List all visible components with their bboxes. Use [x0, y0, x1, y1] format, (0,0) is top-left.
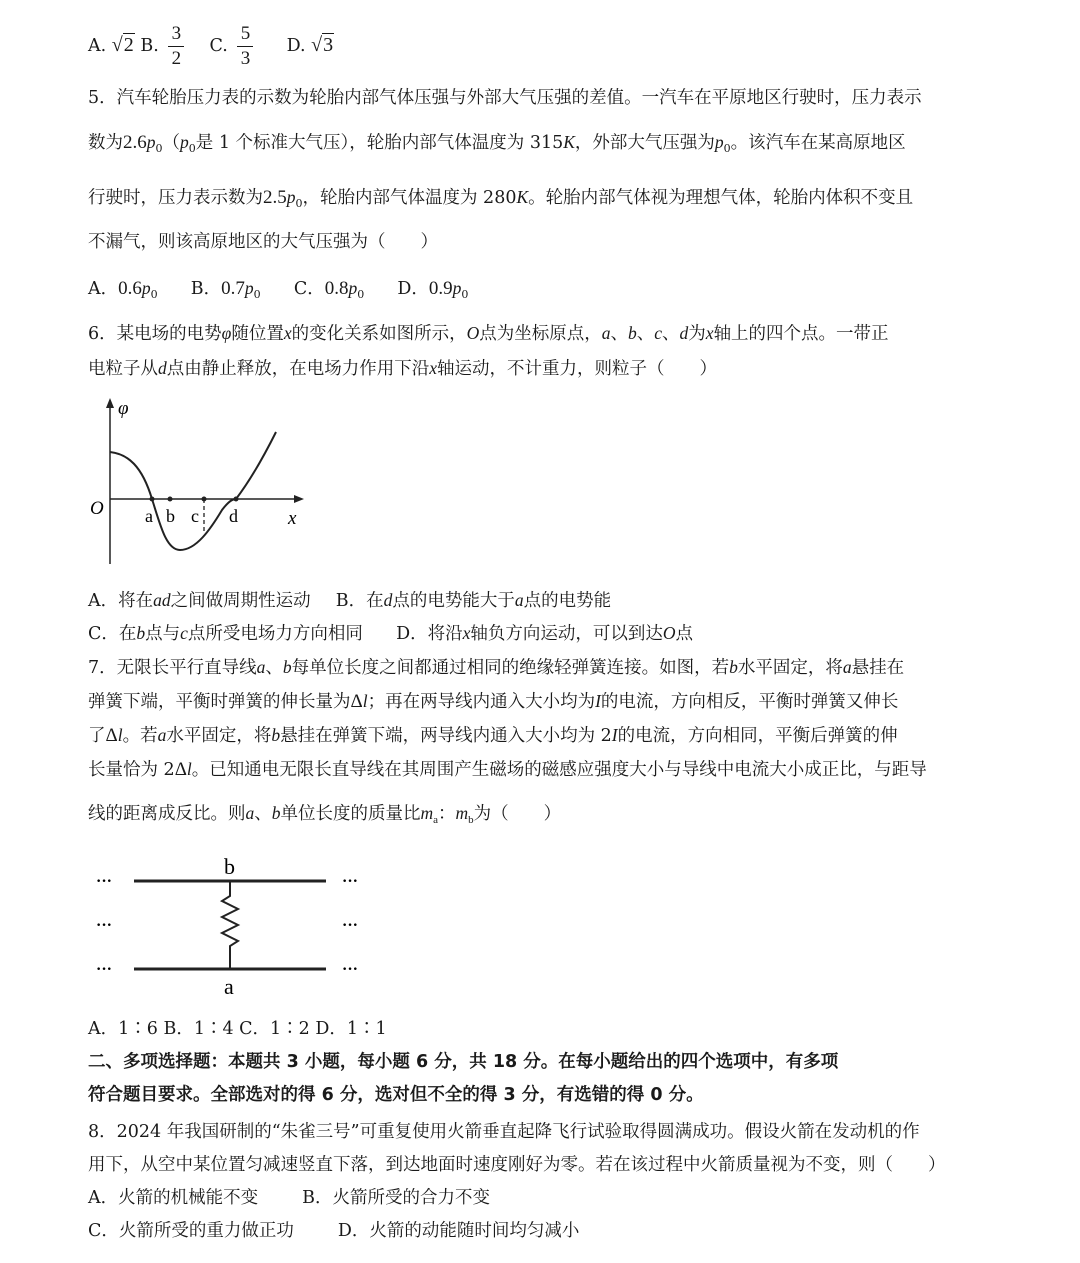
q7-label-b: b: [224, 854, 235, 879]
q6-point-a: [150, 497, 155, 502]
q4-option-d-label: D.: [286, 36, 306, 56]
q7-dots-left-mid: ···: [96, 917, 113, 934]
section-2-heading-line-2: 符合题目要求。全部选对的得 6 分，选对但不全的得 3 分，有选错的得 0 分。: [88, 1085, 704, 1105]
q5-line-2: 数为$2.6p_0(p_0$是 1 个标准大气压），轮胎内部气体温度为 315K，外部大气压强为$p_0$。该汽车在某高原地区: [88, 132, 906, 155]
q8-option-d: D．火箭的动能随时间均匀减小: [337, 1221, 580, 1241]
q7-spring: [222, 881, 238, 969]
q8-option-c: C．火箭所受的重力做正功: [88, 1221, 294, 1241]
q7-options: A．1∶6 B．1∶4 C．1∶2 D．1∶1: [88, 1019, 387, 1039]
q7-line-3: 了Δl。若a水平固定，将b悬挂在弹簧下端，两导线内通入大小均为 2I的电流，方向相同，平衡后弹簧的伸: [88, 725, 898, 746]
q7-line-4: 长量恰为 2Δl。已知通电无限长直导线在其周围产生磁场的磁感应强度大小与导线中电流大小成正比，与距导: [88, 759, 927, 780]
q7-dots-left-bottom: ···: [96, 961, 113, 978]
q5-options: A．$0.6p_0$ B．$0.7p_0$ C．$0.8p_0$ D．$0.9p_0$: [88, 278, 469, 301]
q8-line-2: 用下，从空中某位置匀减速竖直下落，到达地面时速度刚好为零。若在该过程中火箭质量视为不变，则（ ）: [88, 1155, 946, 1175]
q4-option-b-label: B.: [140, 36, 159, 56]
q6-label-c: c: [191, 506, 199, 526]
q4-option-a-value: √2: [111, 34, 134, 56]
q6-label-d: d: [229, 506, 238, 526]
section-2-heading-line-1: 二、多项选择题：本题共 3 小题，每小题 6 分，共 18 分。在每小题给出的四个选项中，有多项: [88, 1052, 839, 1072]
q8-options-row-1: [88, 1186, 490, 1210]
q8-line-1: 8．2024 年我国研制的“朱雀三号”可重复使用火箭垂直起降飞行试验取得圆满成功。假设火箭在发动机的作: [88, 1122, 920, 1142]
q7-dots-left-top: ···: [96, 873, 113, 890]
q7-dots-right-mid: ···: [342, 917, 359, 934]
q7-line-2: 弹簧下端，平衡时弹簧的伸长量为Δl；再在两导线内通入大小均为I的电流，方向相反，平衡时弹簧又伸长: [88, 691, 899, 712]
q4-options: [88, 22, 334, 71]
q6-line-2: 电粒子从d点由静止释放，在电场力作用下沿x轴运动，不计重力，则粒子（ ）: [88, 358, 718, 379]
q7-wire-spring-figure: [90, 850, 390, 1000]
q7-line-5: 线的距离成反比。则a、b单位长度的质量比$m_a$：$m_b$为（ ）: [88, 803, 562, 826]
q8-option-b: B．火箭所受的合力不变: [302, 1188, 490, 1208]
q6-options-row-2: C．在b点与c点所受电场力方向相同 D．将沿x轴负方向运动，可以到达O点: [88, 623, 694, 644]
q6-x-arrow: [294, 495, 304, 503]
q6-y-label: φ: [118, 398, 129, 419]
q5-line-1: 5．汽车轮胎压力表的示数为轮胎内部气体压强与外部大气压强的差值。一汽车在平原地区行驶时，压力表示: [88, 88, 922, 108]
q4-option-d-value: √3: [311, 34, 334, 56]
q6-x-label: x: [288, 508, 297, 529]
q6-potential-graph: [80, 392, 320, 572]
q6-point-c: [202, 497, 207, 502]
q7-label-a: a: [224, 974, 234, 999]
q8-options-row-2: [88, 1219, 579, 1243]
q6-label-a: a: [145, 506, 153, 526]
q4-option-c-label: C.: [209, 36, 228, 56]
q7-dots-right-bottom: ···: [342, 961, 359, 978]
q4-option-c-value: $\frac{5}{3}$: [237, 22, 253, 71]
q6-point-b: [168, 497, 173, 502]
q6-point-d: [234, 497, 239, 502]
q6-line-1: 6．某电场的电势φ随位置x的变化关系如图所示，O点为坐标原点，a、b、c、d为x轴上的四个点。一带正: [88, 323, 889, 344]
q6-options-row-1: A．将在ad之间做周期性运动 B．在d点的电势能大于a点的电势能: [88, 590, 612, 611]
q4-option-b-value: $\frac{3}{2}$: [168, 22, 184, 71]
q4-option-a-label: A.: [88, 36, 107, 56]
q6-y-arrow: [106, 398, 114, 408]
q6-origin-label: O: [90, 498, 104, 519]
q7-dots-right-top: ···: [342, 873, 359, 890]
q5-line-3: 行驶时，压力表示数为$2.5p_0$，轮胎内部气体温度为 280K。轮胎内部气体视为理想气体，轮胎内体积不变且: [88, 187, 914, 210]
q7-line-1: 7．无限长平行直导线a、b每单位长度之间都通过相同的绝缘轻弹簧连接。如图，若b水平固定，将a悬挂在: [88, 657, 905, 678]
q6-potential-curve: [110, 432, 276, 550]
q6-label-b: b: [166, 506, 175, 526]
q8-option-a: A．火箭的机械能不变: [88, 1188, 259, 1208]
q5-line-4: 不漏气，则该高原地区的大气压强为（ ）: [88, 232, 438, 252]
